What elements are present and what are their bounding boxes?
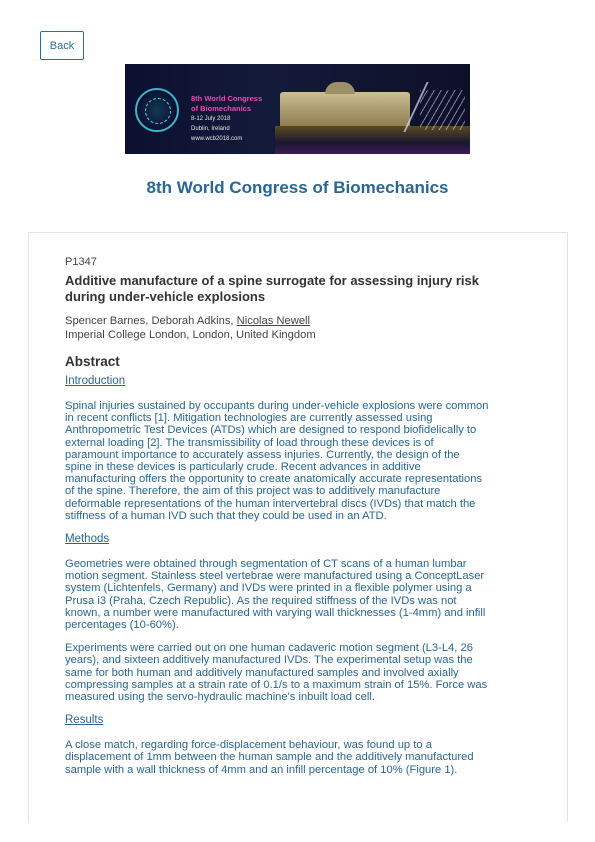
text-line: of the spine. Therefore, the aim of this project was to additively manufacture xyxy=(65,485,441,498)
text-line: sample with a wall thickness of 4mm and an infill percentage of 10% (Figure 1). xyxy=(65,763,458,776)
methods-paragraph-1 xyxy=(65,558,535,631)
abstract-heading: Abstract xyxy=(65,354,120,369)
banner-building-image xyxy=(280,92,410,126)
text-line: spine in these devices is particularly crude. Recent advances in additive xyxy=(65,461,421,474)
text-line: manufacturing offers the opportunity to create anatomically accurate representations xyxy=(65,473,483,486)
results-paragraph xyxy=(65,739,535,776)
text-line: displacement of 1mm between the human sample and the additively manufactured xyxy=(65,751,474,764)
banner-title-line2: of Biomechanics xyxy=(191,104,252,113)
text-line: Geometries were obtained through segmentation of CT scans of a human lumbar xyxy=(65,558,467,571)
text-line: system (Lichtenfels, Germany) and IVDs were printed in a flexible polymer using a xyxy=(65,582,472,595)
authors xyxy=(65,314,535,328)
methods-paragraph-2 xyxy=(65,642,535,703)
poster-id: P1347 xyxy=(65,256,97,268)
text-line: percentages (10-60%). xyxy=(65,619,179,632)
abstract-content xyxy=(65,256,535,785)
text-line: A close match, regarding force-displacement behaviour, was found up to a xyxy=(65,739,432,752)
page-title: 8th World Congress of Biomechanics xyxy=(146,178,449,197)
text-line: Experiments were carried out on one human cadaveric motion segment (L3-L4, 26 xyxy=(65,642,473,655)
text-line: years), and sixteen additively manufactured IVDs. The experimental setup was the xyxy=(65,654,473,667)
text-line: measured using the servo-hydraulic machine's inbuilt load cell. xyxy=(65,691,375,704)
banner-title-line1: 8th World Congress xyxy=(191,94,263,103)
banner-text xyxy=(191,94,262,144)
banner-dates: 8-12 July 2018 xyxy=(191,116,231,122)
congress-banner xyxy=(125,64,470,154)
back-button[interactable]: Back xyxy=(40,31,84,60)
banner-location: Dublin, Ireland xyxy=(191,126,230,132)
text-line: deformable representations of the human intervertebral discs (IVDs) that match the xyxy=(65,497,476,510)
text-line: in recent conflicts [1]. Mitigation technologies are currently assessed using xyxy=(65,412,433,425)
text-line: Prusa i3 (Praha, Czech Republic). As the required stiffness of the IVDs was not xyxy=(65,594,457,607)
text-line: stiffness of a human IVD such that they could be used in an ATD. xyxy=(65,509,387,522)
congress-logo-icon xyxy=(135,88,179,132)
text-line: Anthropometric Test Devices (ATDs) which are designed to respond biofidelically to xyxy=(65,424,477,437)
paper-title-line: during under-vehicle explosions xyxy=(65,289,266,304)
text-line: motion segment. Stainless steel vertebrae were manufactured using a ConceptLaser xyxy=(65,570,485,583)
text-line: known, a number were manufactured with varying wall thicknesses (1-4mm) and infill xyxy=(65,606,486,619)
paper-title-line: Additive manufacture of a spine surrogate for assessing injury risk xyxy=(65,273,479,288)
text-line: external loading [2]. The transmissibility of load through these devices is of xyxy=(65,436,434,449)
text-line: same for both human and additively manufactured samples and involved axially xyxy=(65,666,459,679)
paper-title xyxy=(65,273,535,305)
text-line: Spinal injuries sustained by occupants during under-vehicle explosions were common xyxy=(65,400,489,412)
results-heading: Results xyxy=(65,714,104,727)
introduction-heading: Introduction xyxy=(65,375,126,387)
banner-website: www.wcb2018.com xyxy=(191,136,243,142)
affiliation: Imperial College London, London, United Kingdom xyxy=(65,329,316,341)
authors-list: Spencer Barnes, Deborah Adkins, xyxy=(65,315,237,327)
text-line: compressing samples at a strain rate of 0.1/s to a maximum strain of 15%. Force was xyxy=(65,678,488,691)
author-link[interactable]: Nicolas Newell xyxy=(236,315,311,327)
text-line: paramount importance to accurately assess injuries. Currently, the design of the xyxy=(65,448,460,461)
methods-heading: Methods xyxy=(65,533,110,546)
introduction-paragraph xyxy=(65,400,535,522)
